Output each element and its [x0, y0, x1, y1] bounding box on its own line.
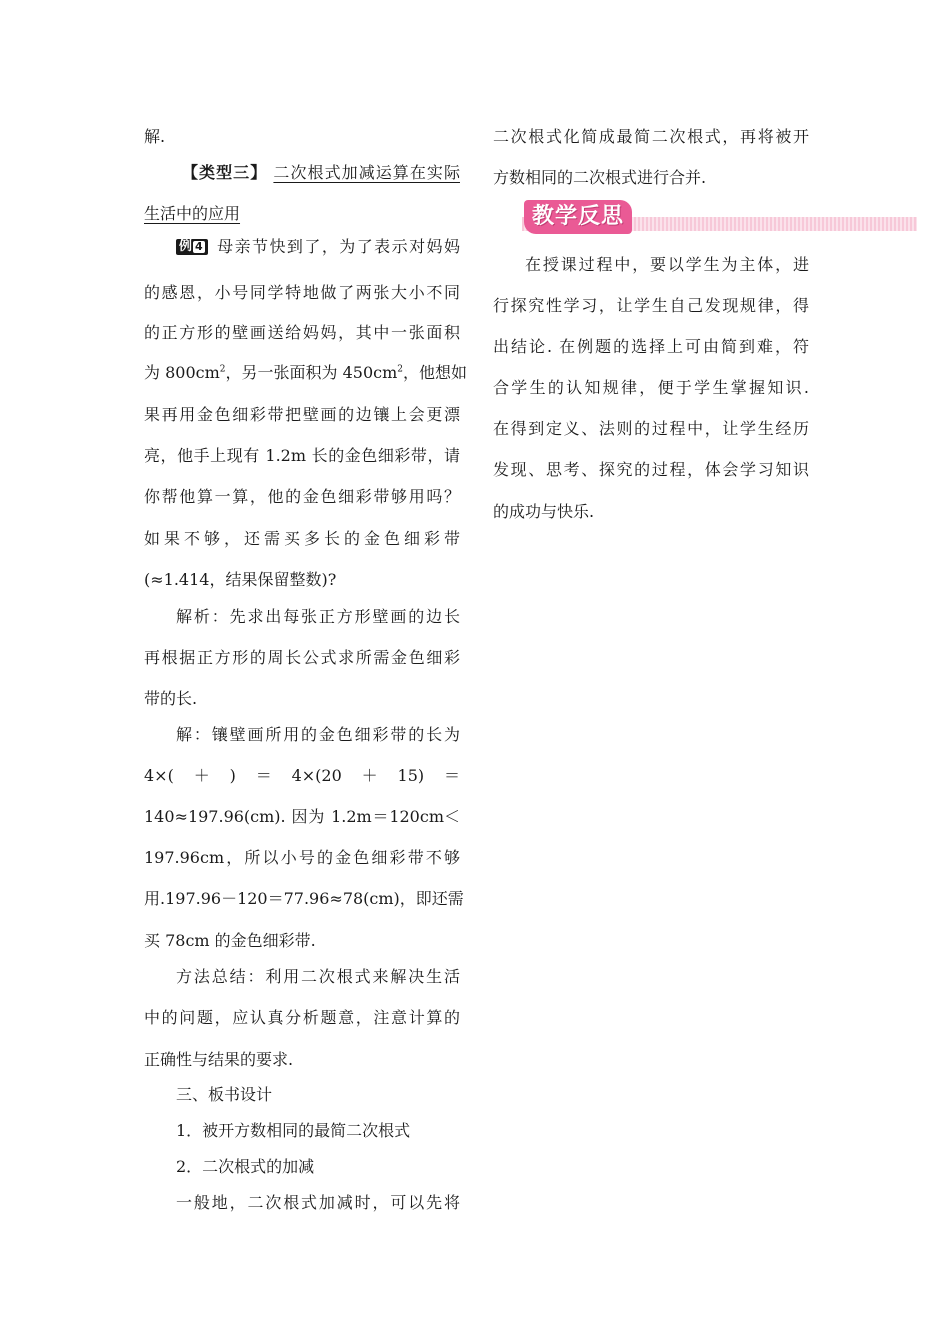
paragraph-line: 如果不够，还需买多长的金色细彩带: [144, 529, 460, 548]
solution-line: 用.197.96－120＝77.96≈78(cm)，即还需: [144, 889, 464, 908]
paragraph-line: (≈1.414，结果保留整数)?: [144, 570, 337, 589]
paragraph-line: 你帮他算一算，他的金色细彩带够用吗？: [144, 487, 460, 506]
paragraph-line: 的感恩，小号同学特地做了两张大小不同: [144, 283, 460, 302]
paragraph-line: 的正方形的壁画送给妈妈，其中一张面积: [144, 323, 460, 342]
solution-line: 140≈197.96(cm). 因为 1.2m＝120cm＜: [144, 807, 460, 826]
example-badge: 例 4: [176, 239, 208, 255]
paragraph-line: 为 $800cm^2$，另一张面积为 $450cm^2$，他想如: [144, 363, 468, 382]
method-summary-line: 正确性与结果的要求.: [144, 1050, 294, 1069]
analysis-line: 再根据正方形的周长公式求所需金色细彩: [144, 648, 460, 667]
paragraph-line: 亮，他手上现有 1.2m 长的金色细彩带，请: [144, 446, 460, 465]
reflection-line: 发现、思考、探究的过程，体会学习知识: [493, 460, 809, 479]
board-design-title: 三、板书设计: [176, 1085, 273, 1104]
solution-line: 买 78cm 的金色细彩带.: [144, 931, 316, 950]
reflection-line: 在授课过程中，要以学生为主体，进: [525, 255, 809, 274]
board-design-text: 一般地，二次根式加减时，可以先将: [176, 1193, 460, 1212]
paragraph-line: 二次根式化简成最简二次根式，再将被开: [493, 127, 809, 146]
reflection-title: 教学反思: [524, 200, 632, 234]
analysis-line: 带的长.: [144, 689, 198, 708]
paragraph-line: 方数相同的二次根式进行合并.: [493, 168, 707, 187]
type3-title-cont: 生活中的应用: [144, 204, 241, 223]
board-design-item: 1．被开方数相同的最简二次根式: [176, 1121, 411, 1140]
board-design-item: 2．二次根式的加减: [176, 1157, 315, 1176]
type3-label: 【类型三】: [182, 163, 268, 182]
analysis-line: 解析：先求出每张正方形壁画的边长: [176, 607, 460, 626]
solution-line: 4×( ＋ ) ＝ 4×(20 ＋ 15) ＝: [144, 766, 460, 785]
type3-heading: [144, 158, 460, 188]
method-summary-line: 方法总结：利用二次根式来解决生活: [176, 967, 460, 986]
teaching-reflection-header: [522, 200, 917, 236]
paragraph-line: 果再用金色细彩带把壁画的边镶上会更漂: [144, 405, 460, 424]
reflection-line: 的成功与快乐.: [493, 502, 595, 521]
reflection-line: 出结论. 在例题的选择上可由简到难，符: [493, 337, 809, 356]
reflection-line: 行探究性学习，让学生自己发现规律，得: [493, 296, 809, 315]
example-4-line: 例 4 母亲节快到了，为了表示对妈妈: [144, 232, 460, 262]
reflection-line: 合学生的认知规律，便于学生掌握知识.: [493, 378, 809, 397]
method-summary-line: 中的问题，应认真分析题意，注意计算的: [144, 1008, 460, 1027]
reflection-line: 在得到定义、法则的过程中，让学生经历: [493, 419, 809, 438]
type3-title: 二次根式加减运算在实际: [273, 163, 460, 182]
paragraph-line: 解.: [144, 127, 166, 146]
solution-line: 解：镶壁画所用的金色细彩带的长为: [176, 725, 460, 744]
solution-line: 197.96cm，所以小号的金色细彩带不够: [144, 848, 460, 867]
